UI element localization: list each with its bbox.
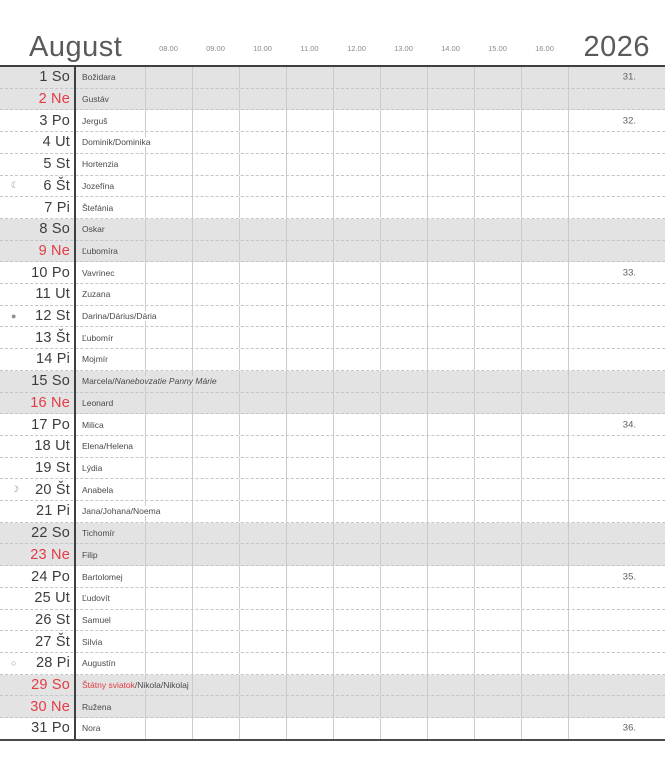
day-row [0, 675, 665, 697]
day-label: 12 St [35, 308, 70, 325]
nameday-label: Bartolomej [82, 572, 126, 582]
day-row [0, 89, 665, 111]
nameday-label: Gustáv [82, 94, 112, 104]
nameday-label: Filip [82, 550, 101, 560]
day-label: 5 St [43, 156, 70, 173]
nameday-label: Samuel [82, 615, 114, 625]
moon-phase-icon: ○ [11, 658, 17, 669]
nameday-label: Vavrinec [82, 268, 117, 278]
nameday-label: Milica [82, 420, 107, 430]
time-label: 16.00 [535, 44, 554, 53]
day-label: 26 St [35, 611, 70, 628]
day-row [0, 176, 665, 198]
calendar-rows [0, 67, 665, 739]
nameday-label: Štefánia [82, 203, 116, 213]
day-row [0, 479, 665, 501]
day-label: 29 So [31, 677, 70, 694]
day-label: 19 St [35, 460, 70, 476]
nameday-label: Hortenzia [82, 159, 121, 169]
day-label: 10 Po [31, 264, 70, 281]
day-row [0, 718, 665, 739]
day-row [0, 610, 665, 632]
time-label: 08.00 [159, 44, 178, 53]
day-label: 31 Po [31, 720, 70, 737]
time-label: 15.00 [488, 44, 507, 53]
week-number: 35. [622, 571, 636, 583]
day-label: 8 So [39, 221, 70, 238]
nameday-label: Ľudovít [82, 593, 113, 603]
day-row [0, 219, 665, 241]
day-row [0, 197, 665, 219]
day-label: 21 Pi [35, 503, 70, 520]
day-label: 28 Pi [35, 655, 70, 672]
day-row [0, 566, 665, 588]
week-number: 34. [622, 419, 636, 431]
time-label: 09.00 [206, 44, 225, 53]
nameday-label: Ľubomír [82, 333, 116, 343]
time-label: 10.00 [253, 44, 272, 53]
nameday-label: Božidara [82, 72, 119, 82]
nameday-label: Elena/Helena [82, 441, 136, 451]
day-row [0, 393, 665, 415]
day-label: 16 Ne [30, 394, 70, 411]
day-row [0, 458, 665, 480]
nameday-label: Lýdia [82, 463, 105, 473]
day-label: 17 Po [31, 416, 70, 433]
day-row [0, 132, 665, 154]
day-label: 14 Pi [35, 351, 70, 368]
page-title-year: 2026 [583, 31, 650, 63]
nameday-label: Leonard [82, 398, 116, 408]
day-label: 3 Po [39, 112, 70, 129]
day-label: 6 Št [43, 177, 70, 194]
moon-phase-icon: ☽ [11, 484, 20, 495]
nameday-label: Ľubomíra [82, 246, 121, 256]
day-row [0, 327, 665, 349]
day-row [0, 67, 665, 89]
day-row [0, 414, 665, 436]
nameday-label: Zuzana [82, 289, 113, 299]
day-label: 23 Ne [30, 546, 70, 563]
day-label: 9 Ne [38, 242, 70, 259]
moon-phase-icon: ☾ [11, 180, 20, 191]
nameday-label: Tichomír [82, 528, 118, 538]
day-label: 22 So [31, 525, 70, 542]
time-label: 14.00 [441, 44, 460, 53]
day-label: 30 Ne [30, 698, 70, 715]
day-label: 4 Ut [42, 134, 70, 151]
day-label: 1 So [39, 69, 70, 86]
day-label: 24 Po [31, 568, 70, 585]
day-label: 25 Ut [34, 590, 70, 607]
calendar-grid [0, 65, 665, 741]
time-label: 12.00 [347, 44, 366, 53]
day-row [0, 544, 665, 566]
day-label: 2 Ne [38, 91, 70, 108]
week-number: 36. [622, 722, 636, 734]
day-label: 15 So [31, 373, 70, 390]
nameday-label: Marcela/Nanebovzatie Panny Márie [82, 376, 220, 386]
holiday-label: Štátny sviatok [82, 680, 135, 691]
day-row [0, 306, 665, 328]
nameday-label: Mojmír [82, 354, 111, 364]
nameday-label: Oskar [82, 224, 108, 234]
day-row [0, 284, 665, 306]
day-label: 18 Ut [34, 438, 70, 455]
day-row [0, 262, 665, 284]
day-label: 27 Št [35, 633, 70, 650]
day-label: 13 Št [35, 329, 70, 346]
day-label: 7 Pi [44, 199, 70, 216]
week-number: 31. [622, 71, 636, 83]
feast-label: Nanebovzatie Panny Márie [114, 376, 217, 387]
nameday-label: Jerguš [82, 116, 111, 126]
day-row [0, 631, 665, 653]
day-row [0, 371, 665, 393]
day-row [0, 523, 665, 545]
nameday-label: Darina/Dárius/Dária [82, 311, 160, 321]
time-label: 13.00 [394, 44, 413, 53]
nameday-label: Jana/Johana/Noema [82, 506, 163, 516]
nameday-label: Jozefína [82, 181, 117, 191]
nameday-label: Anabela [82, 485, 116, 495]
day-column-divider [74, 67, 76, 739]
day-label: 11 Ut [35, 286, 70, 303]
time-label: 11.00 [300, 44, 319, 53]
nameday-label: Štátny sviatok/Nikola/Nikolaj [82, 680, 192, 690]
moon-phase-icon: ● [11, 311, 17, 322]
nameday-label: Nora [82, 723, 103, 733]
nameday-label: Silvia [82, 637, 105, 647]
day-label: 20 Št [35, 481, 70, 498]
page-title-month: August [29, 31, 123, 63]
day-row [0, 349, 665, 371]
day-row [0, 588, 665, 610]
day-row [0, 241, 665, 263]
day-row [0, 696, 665, 718]
week-number: 33. [622, 267, 636, 279]
week-number: 32. [622, 115, 636, 127]
day-row [0, 653, 665, 675]
day-row [0, 110, 665, 132]
day-row [0, 154, 665, 176]
day-row [0, 501, 665, 523]
nameday-label: Ružena [82, 702, 114, 712]
day-row [0, 436, 665, 458]
nameday-label: Dominik/Dominika [82, 137, 154, 147]
nameday-label: Augustín [82, 658, 119, 668]
